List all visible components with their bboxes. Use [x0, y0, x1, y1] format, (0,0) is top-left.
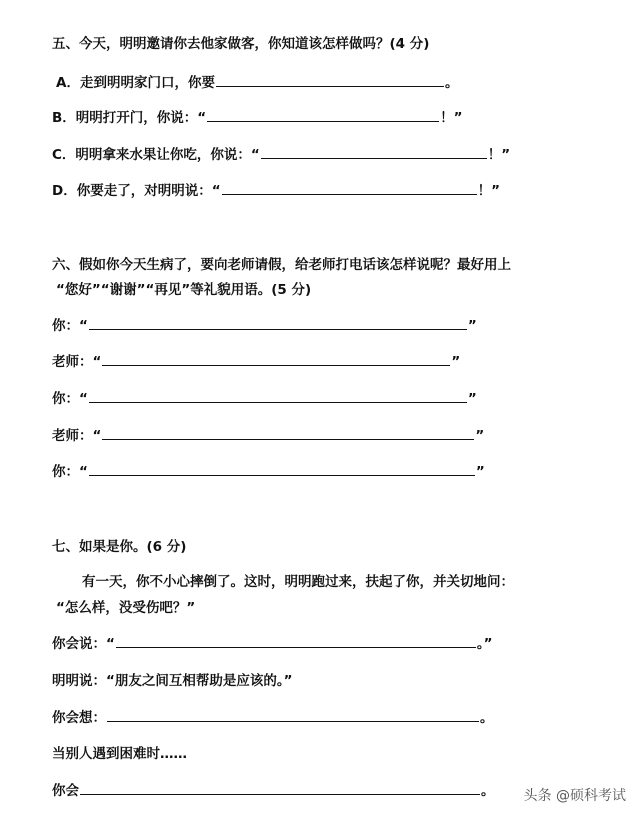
item-c-suffix: ！” — [487, 147, 511, 163]
section5-item-b — [52, 108, 463, 128]
dialog-close-quote: ” — [475, 464, 485, 480]
section6-title-line1: 六、假如你今天生病了，要向老师请假，给老师打电话该怎样说呢？最好用上 — [52, 257, 511, 273]
you-think-answer-blank[interactable] — [107, 708, 479, 722]
others-difficulty: 当别人遇到困难时…… — [52, 746, 187, 762]
section7-story-line1: 有一天，你不小心摔倒了。这时，明明跑过来，扶起了你，并关切地问： — [82, 574, 514, 590]
dialog-speaker: 老师：“ — [52, 428, 102, 444]
dialog-answer-blank[interactable] — [102, 352, 450, 366]
you-will-line — [52, 781, 495, 801]
dialog-line — [52, 316, 477, 336]
watermark: 头条 @硕科考试 — [523, 788, 626, 804]
you-say-suffix: 。” — [476, 636, 493, 652]
dialog-close-quote: ” — [475, 428, 485, 444]
section5-item-d — [52, 181, 500, 201]
you-think-prefix: 你会想： — [52, 710, 106, 726]
you-think-line — [52, 708, 494, 728]
section5-item-a — [56, 73, 458, 93]
dialog-speaker: 老师：“ — [52, 354, 102, 370]
you-think-suffix: 。 — [480, 710, 494, 726]
item-d-prefix: D．你要走了，对明明说：“ — [52, 183, 221, 199]
section7-story-line2: “怎么样，没受伤吧？” — [56, 600, 196, 616]
item-a-prefix: A．走到明明家门口，你要 — [56, 75, 215, 91]
dialog-answer-blank[interactable] — [89, 316, 467, 330]
dialog-line — [52, 352, 460, 372]
item-b-answer-blank[interactable] — [207, 108, 439, 122]
dialog-close-quote: ” — [467, 318, 477, 334]
item-a-answer-blank[interactable] — [216, 73, 444, 87]
you-will-suffix: 。 — [481, 783, 495, 799]
dialog-line — [52, 462, 485, 482]
item-b-suffix: ！” — [440, 110, 463, 126]
item-d-suffix: ！” — [477, 183, 500, 199]
dialog-speaker: 你：“ — [52, 464, 88, 480]
item-c-prefix: C．明明拿来水果让你吃，你说：“ — [52, 147, 260, 163]
mingming-says: 明明说：“朋友之间互相帮助是应该的。” — [52, 673, 293, 689]
section6-title-line2: “您好”“谢谢”“再见”等礼貌用语。(5 分) — [56, 282, 312, 298]
dialog-answer-blank[interactable] — [102, 426, 474, 440]
you-say-answer-blank[interactable] — [116, 634, 476, 648]
section7-title: 七、如果是你。(6 分) — [52, 539, 187, 555]
dialog-speaker: 你：“ — [52, 391, 88, 407]
you-say-line — [52, 634, 493, 654]
you-will-answer-blank[interactable] — [80, 781, 480, 795]
item-a-suffix: 。 — [444, 75, 459, 91]
dialog-answer-blank[interactable] — [89, 462, 475, 476]
dialog-close-quote: ” — [467, 391, 477, 407]
you-will-prefix: 你会 — [52, 783, 79, 799]
item-b-prefix: B．明明打开门，你说：“ — [52, 110, 207, 126]
dialog-line — [52, 389, 477, 409]
dialog-answer-blank[interactable] — [89, 389, 467, 403]
dialog-line — [52, 426, 484, 446]
item-c-answer-blank[interactable] — [261, 145, 487, 159]
section5-title: 五、今天，明明邀请你去他家做客，你知道该怎样做吗？(4 分) — [52, 36, 430, 52]
dialog-speaker: 你：“ — [52, 318, 88, 334]
section5-item-c — [52, 145, 510, 165]
item-d-answer-blank[interactable] — [222, 181, 477, 195]
dialog-close-quote: ” — [451, 354, 461, 370]
you-say-prefix: 你会说：“ — [52, 636, 115, 652]
